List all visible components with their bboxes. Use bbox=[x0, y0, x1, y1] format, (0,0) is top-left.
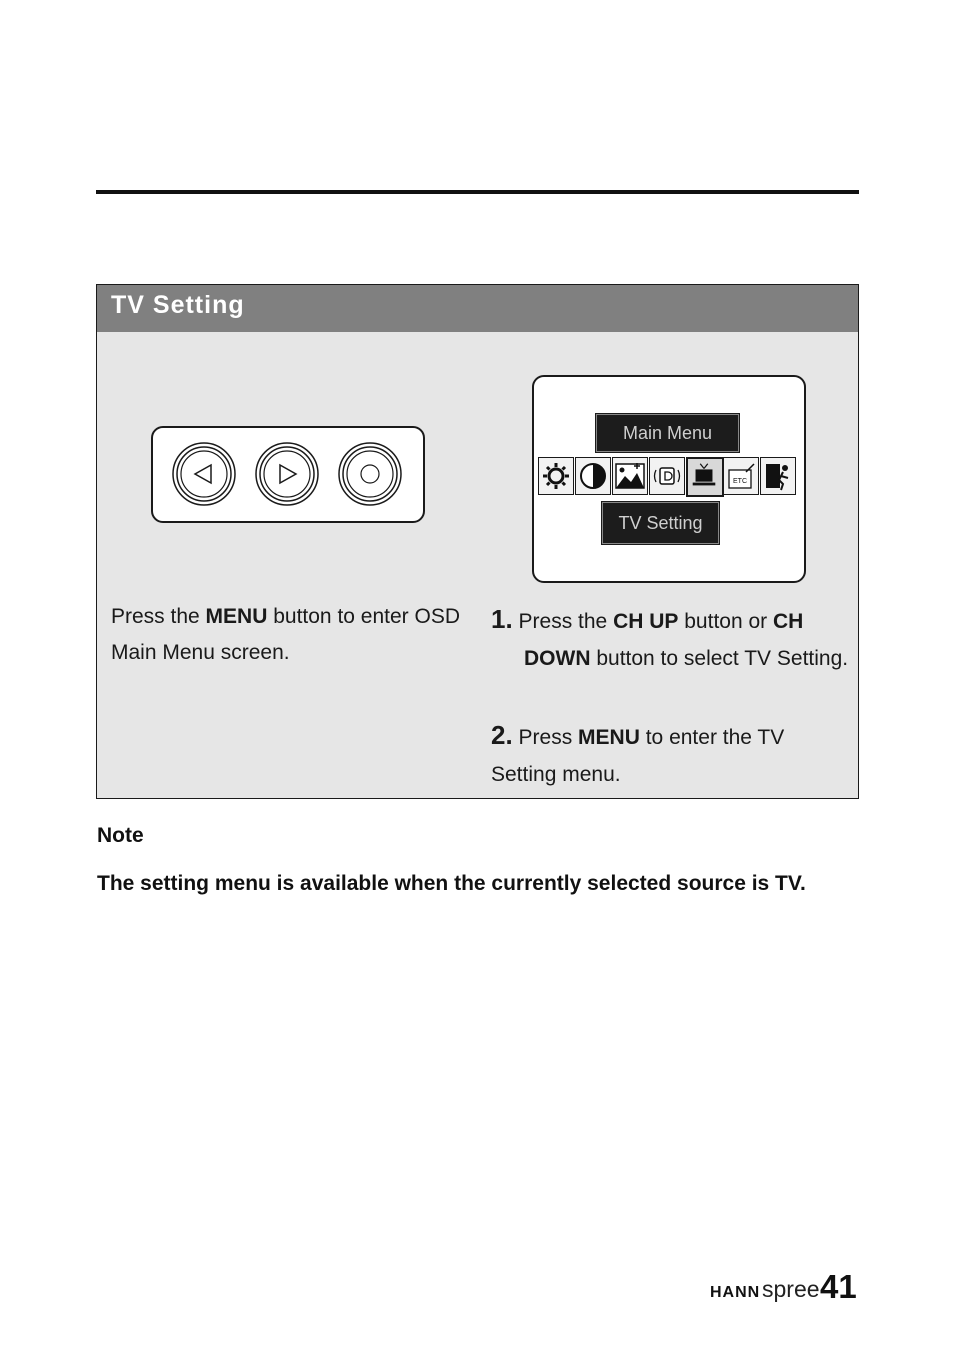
panel-title: TV Setting bbox=[111, 291, 245, 319]
picture-icon bbox=[612, 457, 648, 495]
step-1-number: 1. bbox=[491, 604, 513, 634]
osd-selected-label: TV Setting bbox=[602, 502, 719, 544]
left-instruction-pre: Press the bbox=[111, 605, 206, 628]
note-label: Note bbox=[97, 824, 144, 847]
sound-icon bbox=[649, 457, 685, 495]
contrast-icon bbox=[575, 457, 611, 495]
tv-setting-panel bbox=[96, 284, 859, 799]
left-arrow-button-icon bbox=[171, 441, 237, 507]
tv-icon bbox=[686, 457, 724, 497]
note-text: The setting menu is available when the currently selected source is TV. bbox=[97, 872, 806, 895]
remote-control-illustration bbox=[151, 426, 425, 523]
step-2-pre: Press bbox=[512, 726, 579, 749]
etc-icon bbox=[723, 457, 759, 495]
page-footer bbox=[706, 1268, 866, 1312]
osd-main-menu-title: Main Menu bbox=[596, 414, 739, 452]
step-1-key2b: DOWN bbox=[524, 647, 591, 670]
step-2-post: to enter the TV Setting menu. bbox=[491, 726, 785, 786]
step-1 bbox=[491, 601, 851, 677]
left-instruction-key: MENU bbox=[205, 605, 268, 628]
brand-logo-strong: HANN bbox=[710, 1284, 761, 1301]
brightness-icon bbox=[538, 457, 574, 495]
osd-icon-row bbox=[538, 457, 800, 495]
step-2-number: 2. bbox=[491, 720, 513, 750]
step-1-key2a: CH bbox=[772, 610, 804, 633]
svg-text:ETC: ETC bbox=[733, 478, 747, 485]
brand-logo-light: spree bbox=[762, 1276, 820, 1302]
top-rule bbox=[96, 190, 859, 194]
osd-screen-illustration bbox=[532, 375, 806, 583]
left-instruction bbox=[111, 599, 461, 671]
page-number: 41 bbox=[820, 1268, 857, 1305]
step-2-key: MENU bbox=[578, 726, 640, 749]
exit-icon bbox=[760, 457, 796, 495]
panel-header bbox=[97, 285, 858, 332]
step-1-mid: button or bbox=[678, 610, 773, 633]
step-1-pre: Press the bbox=[512, 610, 614, 633]
step-2 bbox=[491, 717, 851, 793]
step-1-key1: CH UP bbox=[613, 610, 679, 633]
left-instruction-post: button to enter OSD Main Menu screen. bbox=[111, 605, 460, 664]
menu-button-icon bbox=[337, 441, 403, 507]
step-1-post: button to select TV Setting. bbox=[590, 647, 849, 670]
right-arrow-button-icon bbox=[254, 441, 320, 507]
